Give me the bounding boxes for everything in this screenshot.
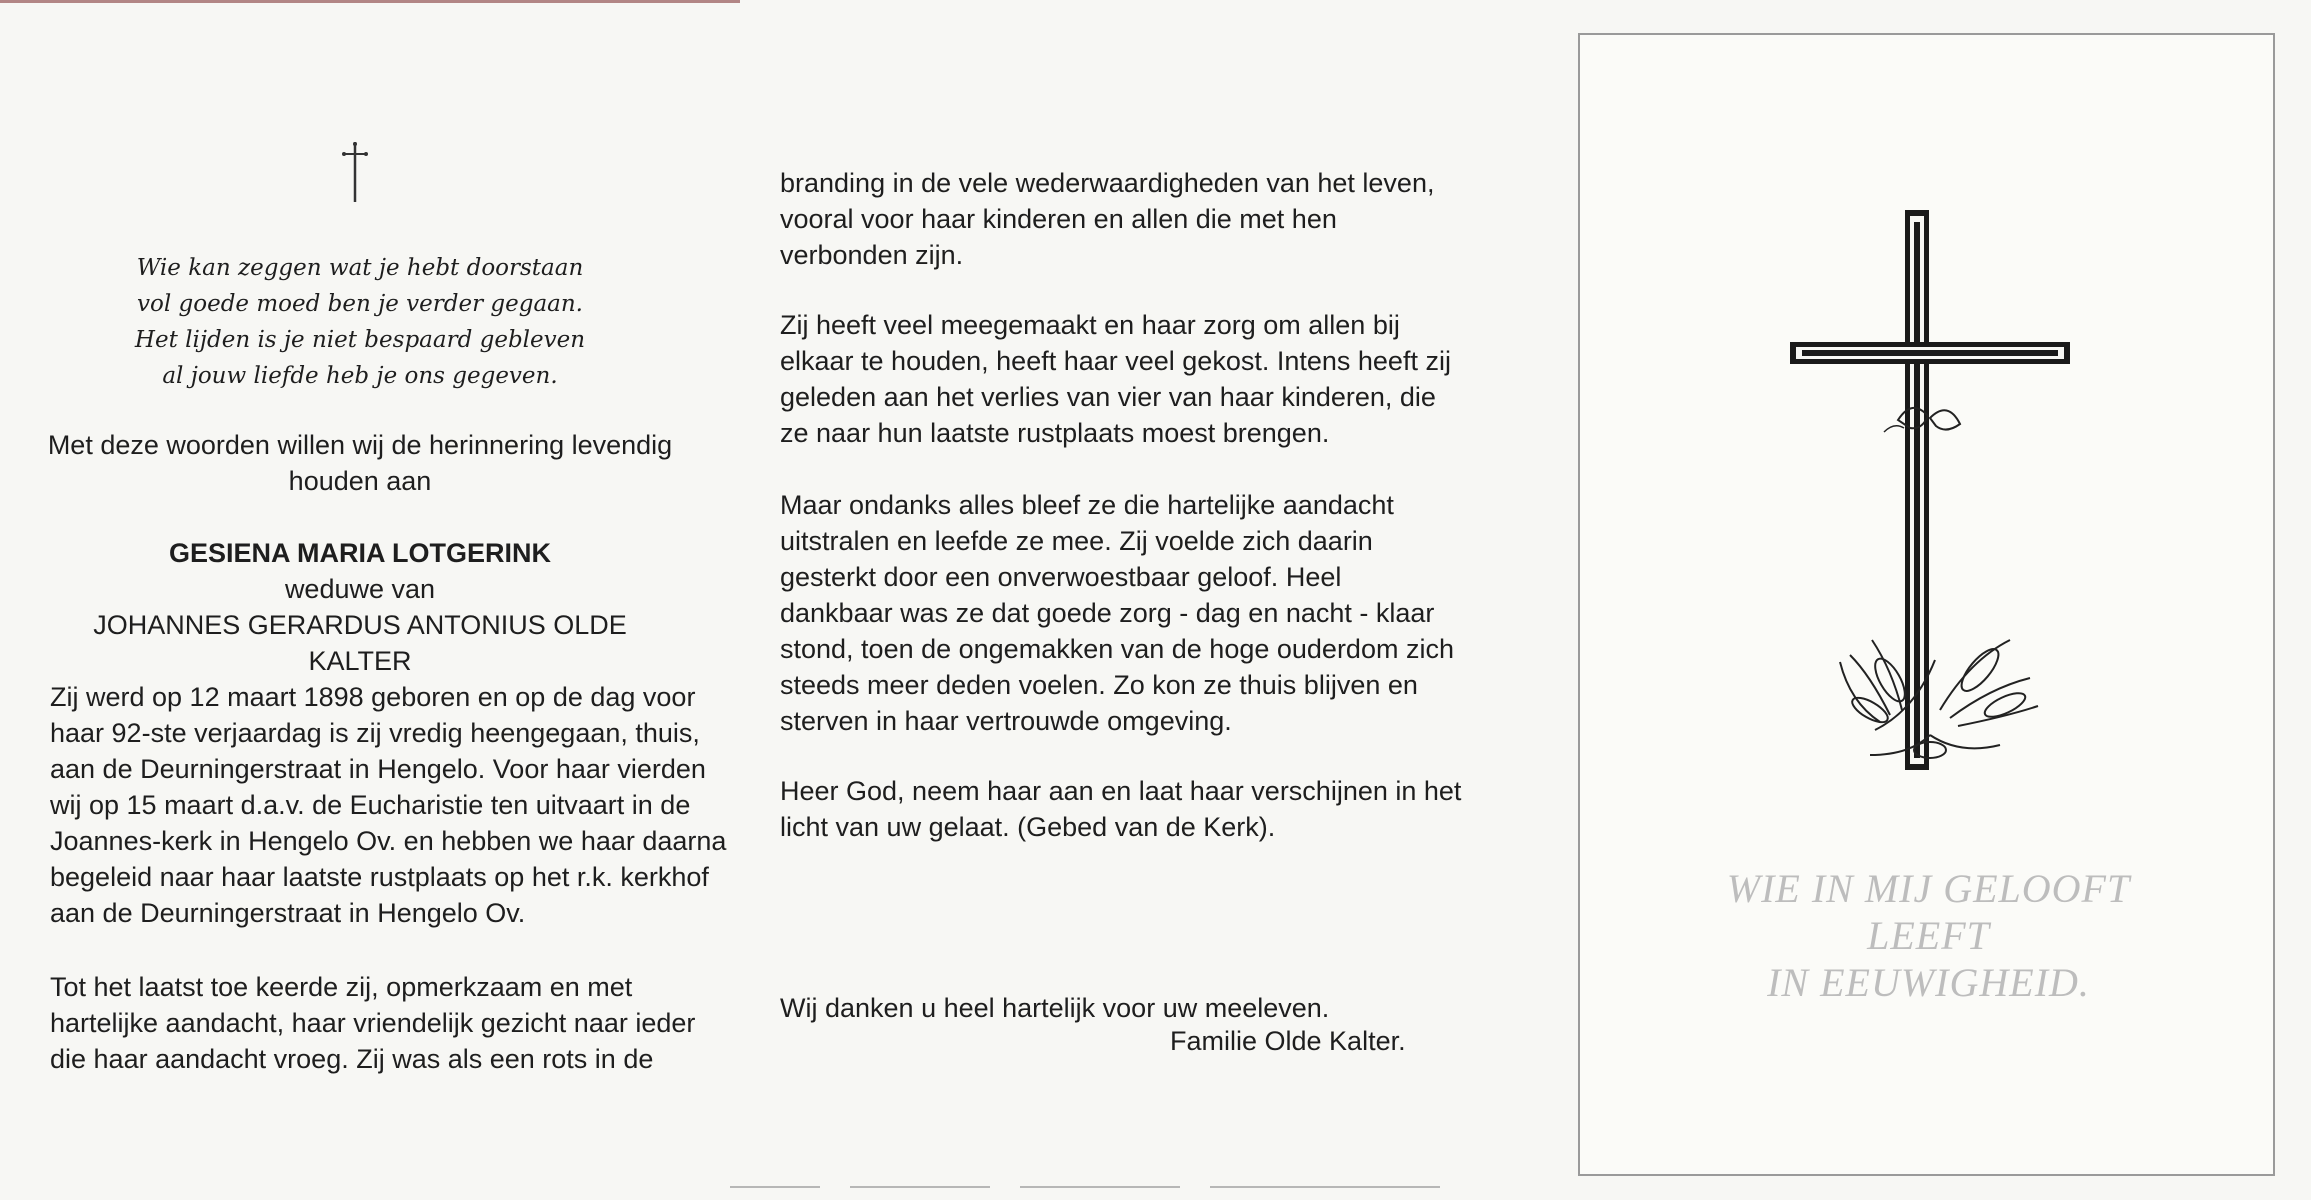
scripture-motto: WIE IN MIJ GELOOFT LEEFT IN EEUWIGHEID. <box>1726 866 2131 1005</box>
card-bottom-edge <box>1020 1186 1180 1188</box>
character-paragraph: Tot het laatst toe keerde zij, opmerkzaam en met hartelijke aandacht, haar vriendelijk gezicht naar ieder die haar aandacht vroeg. Zij was als een rots in de <box>50 972 696 1074</box>
cross-with-wreath-icon <box>1780 170 2070 810</box>
card-bottom-edge <box>730 1186 820 1188</box>
middle-panel <box>770 0 1462 1200</box>
deceased-name: GESIENA MARIA LOTGERINK <box>168 538 551 568</box>
spouse-name: JOHANNES GERARDUS ANTONIUS OLDE KALTER <box>93 610 627 676</box>
biography-paragraph: Zij werd op 12 maart 1898 geboren en op de dag voor haar 92-ste verjaardag is zij vredig heengegaan, thuis, aan de Deurningerstraat in Hengelo. Voor haar vierden wij op 15 maart d.a.v. de Eucharistie ten uitvaart in de Joannes-kerk in Hengelo Ov. en hebben we haar daarna begeleid naar haar laatste rustplaats op het r.k. kerkhof aan de Deurningerstraat in Hengelo Ov. <box>50 682 727 928</box>
thanks-text: Wij danken u heel hartelijk voor uw meeleven. <box>780 993 1330 1023</box>
memorial-poem <box>40 250 680 394</box>
left-panel <box>40 0 727 1200</box>
faith-paragraph: Maar ondanks alles bleef ze die hartelijke aandacht uitstralen en leefde ze mee. Zij voelde zich daarin gesterkt door een onverwoestbaar geloof. Heel dankbaar was ze dat goede zorg - dag en nacht - klaar stond, toen de ongemakken van de hoge ouderdom zich steeds meer deden voelen. Zo kon ze thuis blijven en sterven in haar vertrouwde omgeving. <box>780 490 1454 736</box>
widow-of-label: weduwe van <box>284 574 436 604</box>
intro-text: Met deze woorden willen wij de herinnering levendig houden aan <box>47 430 673 496</box>
poem-line: Wie kan zeggen wat je hebt doorstaan <box>136 255 584 281</box>
card-bottom-edge <box>850 1186 990 1188</box>
family-paragraph: Zij heeft veel meegemaakt en haar zorg om allen bij elkaar te houden, heeft haar veel gekost. Intens heeft zij geleden aan het verlies van vier van haar kinderen, die ze naar hun laatste rustplaats moest brengen. <box>780 310 1451 448</box>
continuation-paragraph: branding in de vele wederwaardigheden van het leven, vooral voor haar kinderen en allen die met hen verbonden zijn. <box>780 168 1435 270</box>
card-bottom-edge <box>1210 1186 1440 1188</box>
small-cross-icon <box>340 140 370 206</box>
family-signature: Familie Olde Kalter. <box>1170 1026 1406 1056</box>
prayer-paragraph: Heer God, neem haar aan en laat haar verschijnen in het licht van uw gelaat. (Gebed van de Kerk). <box>780 776 1462 842</box>
poem-line: Het lijden is je niet bespaard gebleven <box>134 327 586 353</box>
poem-line: vol goede moed ben je verder gegaan. <box>137 291 583 317</box>
right-panel <box>1578 33 2275 1176</box>
poem-line: al jouw liefde heb je ons gegeven. <box>162 363 558 389</box>
name-block <box>40 535 680 679</box>
